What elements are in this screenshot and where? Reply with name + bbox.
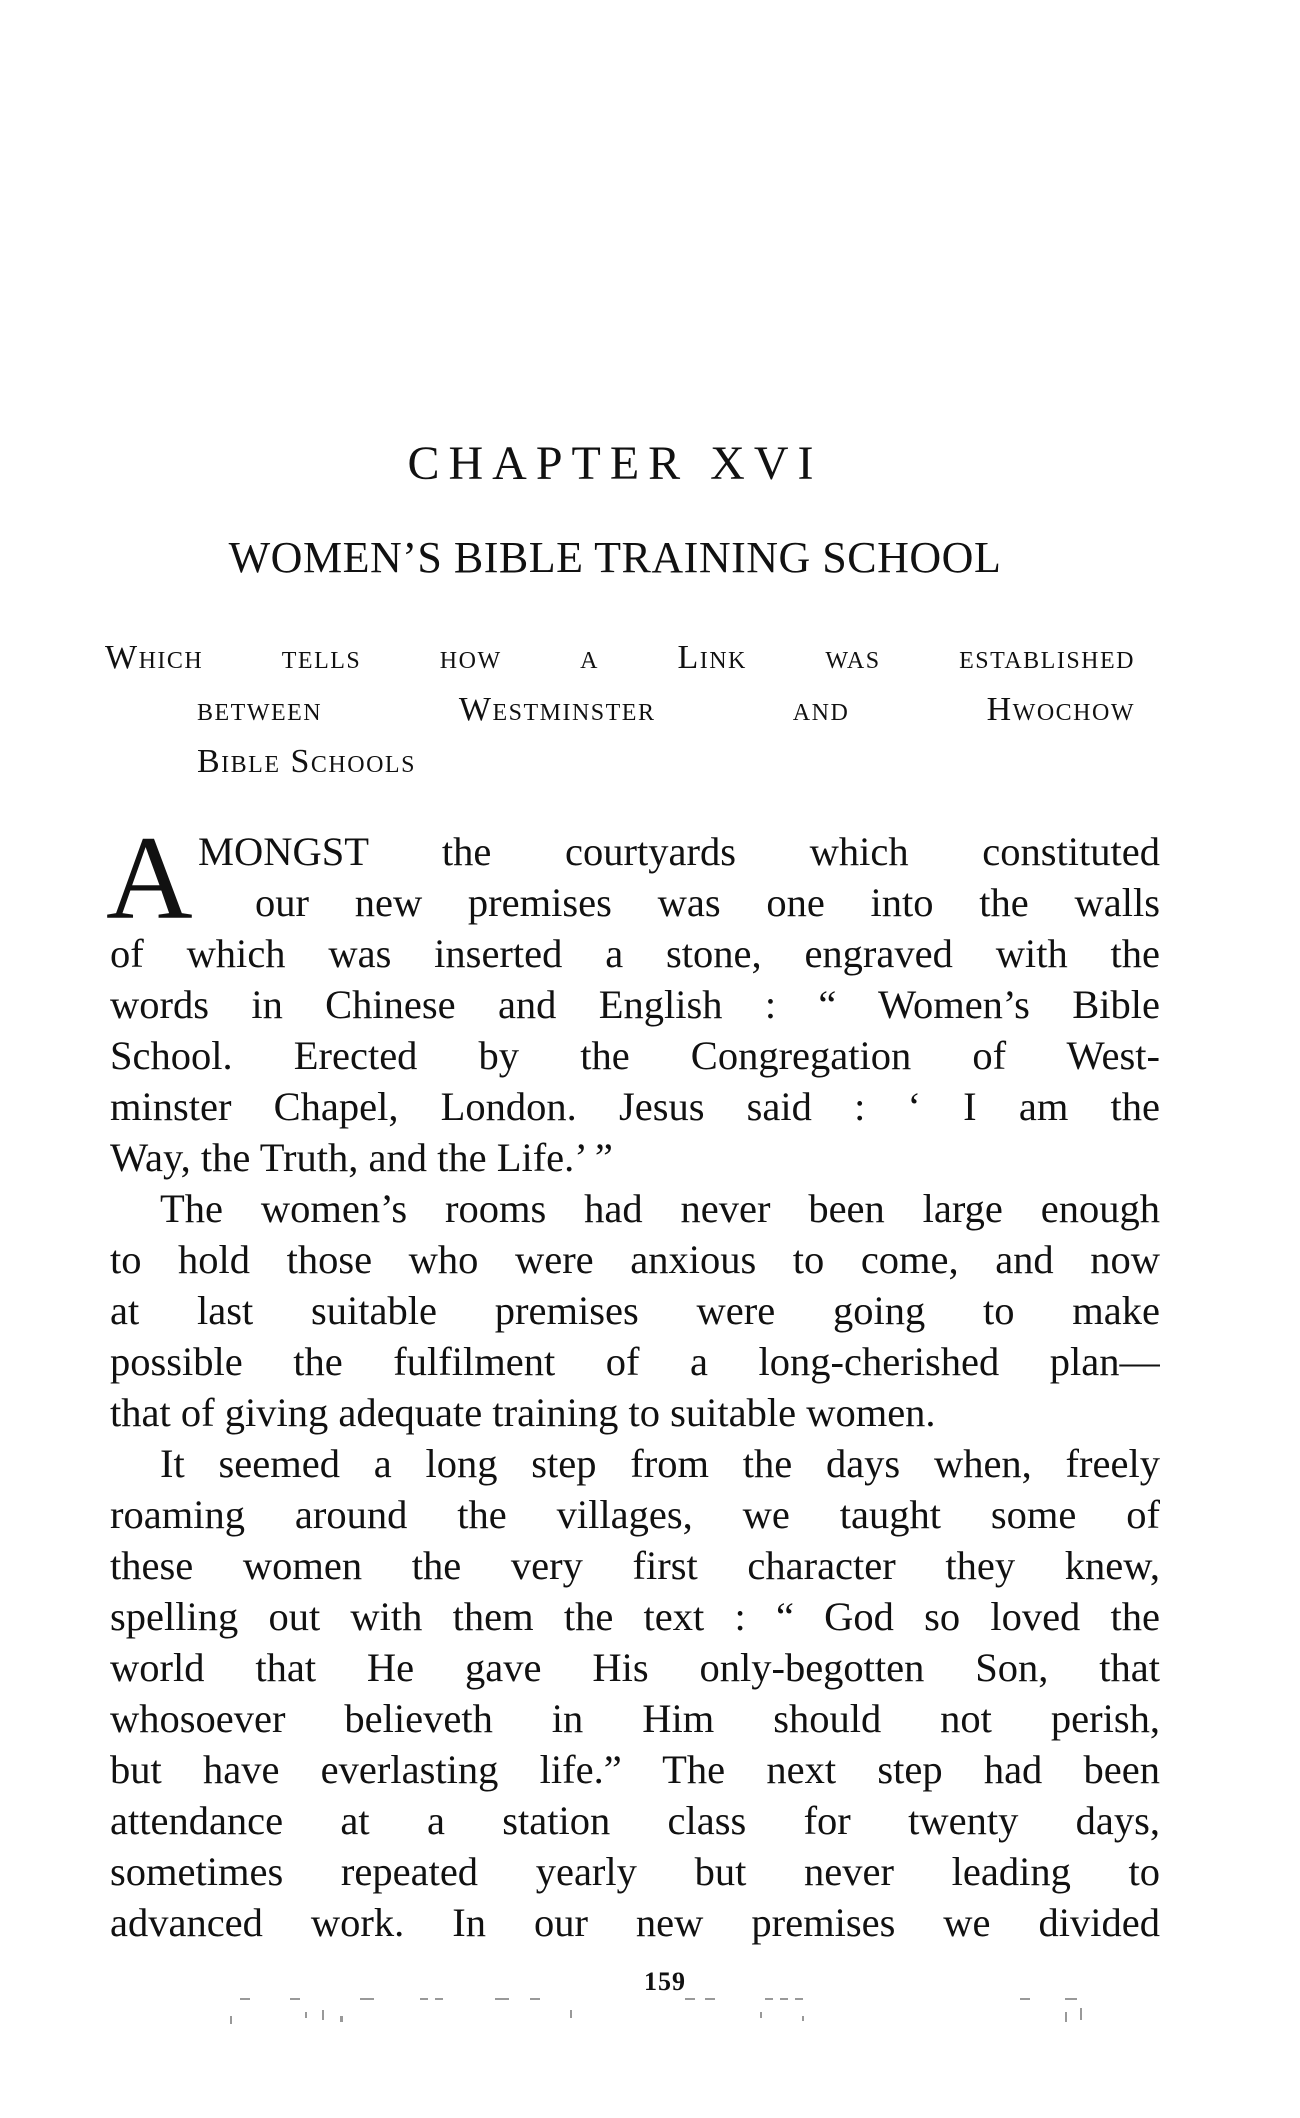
text-line: spelling out with them the text : “ God so loved the — [110, 1594, 1160, 1639]
text-line: whosoever believeth in Him should not perish, — [110, 1696, 1160, 1741]
text-line: advanced work. In our new premises we divided — [110, 1900, 1160, 1945]
text-line: sometimes repeated yearly but never leading to — [110, 1849, 1160, 1894]
text-line: to hold those who were anxious to come, and now — [110, 1237, 1160, 1282]
text-line: possible the fulfilment of a long-cherished plan— — [110, 1339, 1160, 1384]
paragraph — [110, 1183, 1160, 1438]
chapter-number: CHAPTER XVI — [407, 437, 823, 490]
page-number: 159 — [644, 1967, 686, 1996]
body-text — [106, 811, 1160, 1948]
chapter-title: WOMEN’S BIBLE TRAINING SCHOOL — [228, 533, 1002, 582]
text-line: these women the very first character they knew, — [110, 1543, 1160, 1588]
text-line: words in Chinese and English : “ Women’s Bible — [110, 982, 1160, 1027]
text-line: roaming around the villages, we taught some of — [110, 1492, 1160, 1537]
text-line: Way, the Truth, and the Life.’ ” — [110, 1135, 613, 1180]
drop-cap: A — [106, 811, 193, 944]
text-line: The women’s rooms had never been large enough — [160, 1186, 1160, 1231]
paragraph — [106, 811, 1160, 1183]
text-line: but have everlasting life.” The next step had been — [110, 1747, 1160, 1792]
text-line: that of giving adequate training to suitable women. — [110, 1390, 936, 1435]
text-line: our new premises was one into the walls — [255, 880, 1160, 925]
chapter-summary — [105, 632, 1135, 788]
summary-line: between Westminster and Hwochow — [197, 691, 1135, 728]
text-line: It seemed a long step from the days when, freely — [160, 1441, 1160, 1486]
text-line: of which was inserted a stone, engraved with the — [110, 931, 1160, 976]
text-line: minster Chapel, London. Jesus said : ‘ I am the — [110, 1084, 1160, 1129]
text-line: MONGST the courtyards which constituted — [198, 829, 1160, 874]
scan-artifacts — [230, 1990, 1110, 2030]
text-line: attendance at a station class for twenty days, — [110, 1798, 1160, 1843]
summary-line: Bible Schools — [197, 743, 416, 780]
text-line: at last suitable premises were going to make — [110, 1288, 1160, 1333]
paragraph — [110, 1438, 1160, 1948]
text-line: world that He gave His only-begotten Son, that — [110, 1645, 1160, 1690]
text-line: School. Erected by the Congregation of West- — [110, 1033, 1160, 1078]
summary-line: Which tells how a Link was established — [105, 639, 1135, 676]
